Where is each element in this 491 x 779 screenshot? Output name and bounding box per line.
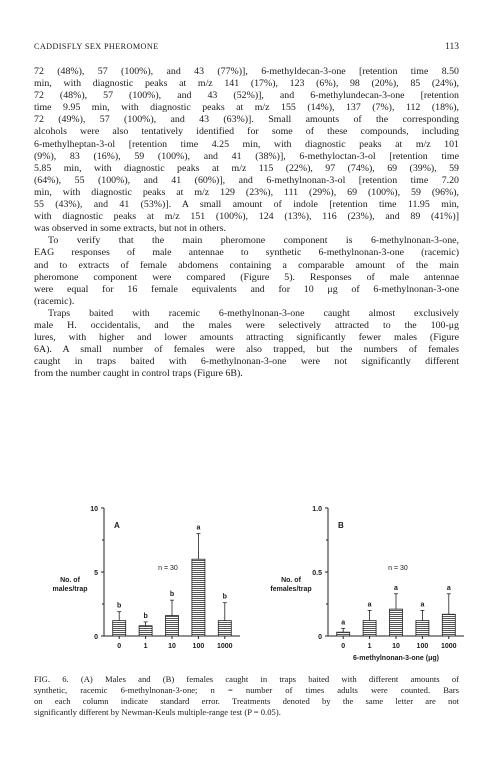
figure-caption xyxy=(34,674,459,718)
bar xyxy=(113,621,126,636)
y-tick-label: 10 xyxy=(90,506,98,513)
page-number: 113 xyxy=(445,42,459,52)
x-tick-label: 0 xyxy=(117,643,122,650)
y-axis-label: No. of xyxy=(281,577,301,584)
body-line: 72 (49%), 57 (100%), and 43 (63%)]. Small amounts of the corresponding xyxy=(34,114,459,126)
significance-letter: a xyxy=(341,619,346,627)
x-tick-label: 1 xyxy=(143,643,148,650)
caption-line: on each column indicate standard error. Treatments denoted by the same letter are not xyxy=(34,696,459,706)
sample-size-label: n = 30 xyxy=(388,565,408,572)
body-line: 5.85 min, with diagnostic peaks at m/z 115 (22%), 97 (74%), 69 (39%), 59 xyxy=(34,162,459,174)
x-tick-label: 0 xyxy=(341,643,346,650)
significance-letter: b xyxy=(143,612,148,620)
body-line: male H. occidentalis, and the males were selectively attracted to the 100-μg xyxy=(34,319,459,331)
body-text xyxy=(34,66,459,380)
y-axis-label: females/trap xyxy=(270,586,312,593)
y-tick-label: 0 xyxy=(318,634,322,641)
body-line: (64%), 55 (100%), and 41 (60%)], and 6-methylnonan-3-ol [retention time 7.20 xyxy=(34,174,459,186)
y-axis-label: males/trap xyxy=(52,586,88,593)
sample-size-label: n = 30 xyxy=(158,565,178,572)
body-line: were equal for 16 female equivalents and for 10 μg of 6-methylnonan-3-one xyxy=(34,283,459,295)
bar xyxy=(442,614,455,636)
body-line: Traps baited with racemic 6-methylnonan-3-one caught almost exclusively xyxy=(48,307,459,319)
body-line: caught in traps baited with 6-methylnonan-3-one were not significantly different xyxy=(34,356,459,368)
significance-letter: a xyxy=(196,524,201,532)
significance-letter: a xyxy=(420,601,425,609)
panel-label: B xyxy=(338,521,344,530)
running-head xyxy=(34,42,459,56)
bar xyxy=(192,559,205,636)
body-line: To verify that the main pheromone component is 6-methylnonan-3-one, xyxy=(48,235,459,247)
bar xyxy=(390,609,403,636)
body-line: 55 (43%), and 41 (53%)]. A small amount of indole [retention time 11.95 min, xyxy=(34,199,459,211)
body-line: lures, with higher and lower amounts attracting significantly fewer males (Figure xyxy=(34,332,459,344)
x-tick-label: 100 xyxy=(192,643,205,650)
caption-line: significantly different by Newman-Keuls multiple-range test (P = 0.05). xyxy=(34,707,281,717)
bar xyxy=(139,626,152,636)
bar xyxy=(363,621,376,636)
x-tick-label: 1 xyxy=(367,643,372,650)
y-tick-label: 1.0 xyxy=(312,506,322,513)
bar xyxy=(416,621,429,636)
body-line: alcohols were also tentatively identified for some of these compounds, including xyxy=(34,126,459,138)
body-line: 6-methylheptan-3-ol [retention time 4.25 min, with diagnostic peaks at m/z 101 xyxy=(34,138,459,150)
caption-line: synthetic, racemic 6-methylnonan-3-one; n = number of times adults were counted. Bars xyxy=(34,685,459,695)
significance-letter: b xyxy=(222,593,227,601)
x-tick-label: 10 xyxy=(392,643,400,650)
body-line: (9%), 83 (16%), 59 (100%), and 41 (38%)], 6-methyloctan-3-ol [retention time xyxy=(34,150,459,162)
figure-6 xyxy=(0,488,491,668)
bar xyxy=(218,621,231,636)
bar xyxy=(166,616,179,636)
body-line: was observed in some extracts, but not in others. xyxy=(34,223,226,235)
significance-letter: a xyxy=(394,584,398,592)
y-tick-label: 5 xyxy=(94,570,98,577)
y-tick-label: 0.5 xyxy=(312,570,322,577)
panel-label: A xyxy=(114,521,120,530)
body-line: with diagnostic peaks at m/z 151 (100%), 124 (13%), 116 (23%), and 89 (41%)] xyxy=(34,211,459,223)
x-tick-label: 100 xyxy=(416,643,429,650)
body-line: pheromone component were compared (Figure 5). Responses of male antennae xyxy=(34,271,459,283)
panel-a-chart xyxy=(52,506,240,650)
x-tick-label: 10 xyxy=(168,643,176,650)
significance-letter: a xyxy=(367,601,372,609)
x-axis-label: 6-methylnonan-3-one (μg) xyxy=(353,655,439,662)
y-tick-label: 0 xyxy=(94,634,98,641)
significance-letter: b xyxy=(169,591,175,599)
body-line: 72 (48%), 57 (100%), and 43 (52%)], and 6-methylundecan-3-one [retention xyxy=(34,90,459,102)
body-line: from the number caught in control traps (Figure 6B). xyxy=(34,368,243,380)
significance-letter: b xyxy=(117,602,122,610)
body-line: time 9.95 min, with diagnostic peaks at m/z 155 (14%), 137 (7%), 112 (18%), xyxy=(34,102,459,114)
body-line: and to extracts of female abdomens containing a comparable amount of the main xyxy=(34,259,459,271)
significance-letter: a xyxy=(446,584,451,592)
x-tick-label: 1000 xyxy=(441,643,457,650)
body-line: min, with diagnostic peaks at m/z 129 (23%), 111 (29%), 69 (100%), 59 (96%), xyxy=(34,186,459,198)
body-line: EAG responses of male antennae to synthetic 6-methylnonan-3-one (racemic) xyxy=(34,247,459,259)
caption-line: FIG. 6. (A) Males and (B) females caught in traps baited with different amounts of xyxy=(34,674,459,684)
y-axis-label: No. of xyxy=(60,577,80,584)
body-line: min, with diagnostic peaks at m/z 141 (17%), 123 (6%), 98 (20%), 85 (24%), xyxy=(34,78,459,90)
body-line: (racemic). xyxy=(34,295,75,307)
running-head-title: CADDISFLY SEX PHEROMONE xyxy=(34,42,159,51)
bar xyxy=(337,632,350,636)
body-line: 72 (48%), 57 (100%), and 43 (77%)], 6-methyldecan-3-one [retention time 8.50 xyxy=(34,66,459,77)
x-tick-label: 1000 xyxy=(217,643,233,650)
panel-b-chart xyxy=(270,506,464,662)
body-line: 6A). A small number of females were also trapped, but the numbers of females xyxy=(34,344,459,356)
